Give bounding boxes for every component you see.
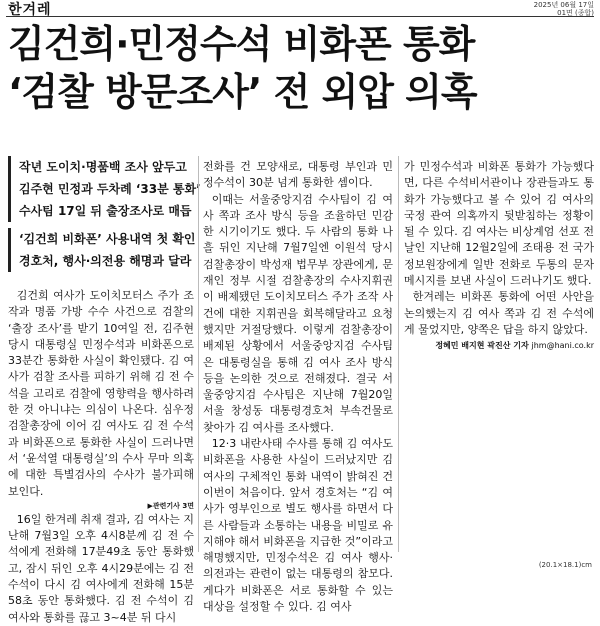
- column-divider: [398, 156, 399, 552]
- headline: [8, 20, 598, 116]
- related-article-note: ▶관련기사 3면: [147, 501, 194, 510]
- column-2: [203, 159, 393, 615]
- subhead-2-line-2: 경호처, 행사·의전용 해명과 달라: [19, 254, 192, 268]
- subhead-2-line-1: ‘김건희 비화폰’ 사용내역 첫 확인: [19, 232, 196, 246]
- subhead-group-2: [8, 228, 194, 272]
- dateline: [534, 1, 594, 17]
- body-paragraph: 이때는 서울중앙지검 수사팀이 김 여사 쪽과 조사 방식 등을 조율하던 민감한 시기이기도 했다. 두 사람의 통화 나흘 뒤인 지난해 7월7일엔 이원석 당시 검찰총장이 박성재 법무부 장관에게, 문재인 정부 시절 검찰총장의 수사지휘권이 배제됐던 도이치모터스 주가 조작 사건에 대한 지휘권을 회복해달라고 요청했지만 거절당했다. 이렇게 검찰총장이 배제된 상황에서 서울중앙지검 수사팀은 대통령실을 통해 김 여사 조사 방식 등을 논의한 것으로 전해졌다. 결국 서울중앙지검 수사팀은 지난해 7월20일 서울 창성동 대통령경호처 부속건물로 찾아가 김 여사를 조사했다.: [203, 192, 393, 434]
- newspaper-name: 한겨레: [8, 2, 52, 18]
- page-section: 01면 (종합): [557, 9, 594, 17]
- article-size-note: (20.1×18.1)cm: [538, 561, 592, 569]
- issue-date: 2025년 06월 17일: [533, 1, 594, 9]
- body-paragraph: 가 민정수석과 비화폰 통화가 가능했다면, 다른 수석비서관이나 장관들과도 통화가 가능했다고 볼 수 있어 김 여사의 국정 관여 의혹까지 뒷받침하는 정황이 될 수 있다. 김 여사는 비상계엄 선포 전날인 지난해 12월2일에 조태용 전 국가정보원장에게 일반 전화로 두통의 문자메시지를 보낸 사실이 드러나기도 했다.: [404, 160, 594, 288]
- byline-email: jhm@hani.co.kr: [531, 341, 594, 351]
- subhead-1-line-1: 작년 도이치·명품백 조사 앞두고: [19, 160, 187, 174]
- byline-names: 정혜민 배지현 곽진산 기자: [435, 341, 529, 351]
- body-paragraph: 12·3 내란사태 수사를 통해 김 여사도 비화폰을 사용한 사실이 드러났지만 김 여사의 구체적인 통화 내역이 밝혀진 건 이번이 처음이다. 앞서 경호처는 “김 여사가 영부인으로 별도 행사를 하면서 다른 사람들과 소통하는 내용을 비밀로 유지해야 해서 비화폰을 지급한 것”이라고 해명했지만, 민정수석은 김 여사 행사·의전과는 관련이 없는 대통령의 참모다. 게다가 비화폰은 서로 통화할 수 있는 대상을 설정할 수 있다. 김 여사: [203, 437, 393, 614]
- body-paragraph: 김건희 여사가 도이치모터스 주가 조작과 명품 가방 수수 사건으로 검찰의 ‘출장 조사’를 받기 10여일 전, 김주현 당시 대통령실 민정수석과 비화폰으로 33분간 통화한 사실이 확인됐다. 김 여사가 검찰 조사를 피하기 위해 김 전 수석을 고리로 검찰에 영향력을 행사하려 한 것 아니냐는 의심이 나온다. 심우정 검찰총장에 이어 김 여사도 김 전 수석과 비화폰으로 통화한 사실이 드러나면서 ‘윤석열 대통령실’의 수사 무마 의혹에 대한 특별검사의 수사가 불가피해 보인다.: [8, 289, 194, 498]
- top-rule: [6, 16, 594, 17]
- column-3: [404, 159, 594, 355]
- subhead-1-line-3: 수사팀 17일 뒤 출장조사로 매듭: [19, 204, 192, 218]
- column-divider: [198, 156, 199, 552]
- column-1: [8, 156, 201, 626]
- body-paragraph: 한겨레는 비화폰 통화에 어떤 사안을 논의했는지 김 여사 쪽과 김 전 수석에게 물었지만, 양쪽은 답을 하지 않았다.: [404, 290, 594, 336]
- subhead-group-1: [8, 156, 201, 222]
- headline-line-2: ‘검찰 방문조사’ 전 외압 의혹: [8, 70, 477, 114]
- masthead: [6, 0, 594, 16]
- byline: [404, 338, 594, 354]
- body-paragraph: 전화를 건 모양새로, 대통령 부인과 민정수석이 30분 넘게 통화한 셈이다.: [203, 160, 393, 190]
- subhead-1-line-2: 김주현 민정과 두차례 ‘33분 통화’: [19, 182, 201, 196]
- headline-line-1: 김건희·민정수석 비화폰 통화: [8, 22, 475, 66]
- body-paragraph: 16일 한겨레 취재 결과, 김 여사는 지난해 7월3일 오후 4시8분께 김 전 수석에게 전화해 17분49초 동안 통화했고, 잠시 뒤인 오후 4시29분에는 김 전 수석이 다시 김 여사에게 전화해 15분58초 동안 통화했다. 김 전 수석이 김 여사와 통화를 끊고 3~4분 뒤 다시: [8, 512, 194, 624]
